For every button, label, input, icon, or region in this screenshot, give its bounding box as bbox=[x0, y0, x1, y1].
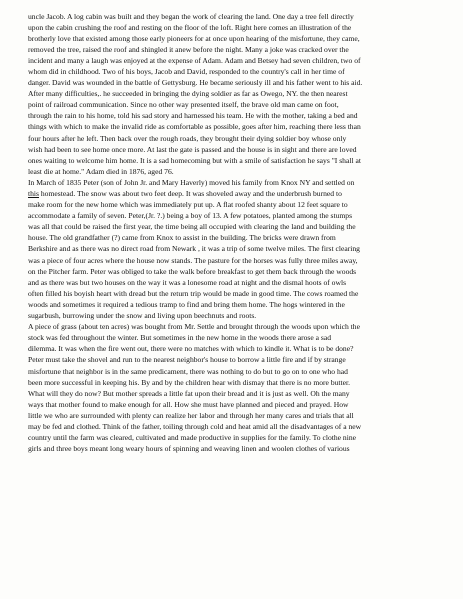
text-line: In March of 1835 Peter (son of John Jr. and Mary Haverly) moved his family from Knox NY and settled on bbox=[28, 178, 355, 188]
text-line: upon the cabin crushing the roof and resting on the floor of the loft. Right here comes an illustration of the bbox=[28, 23, 352, 33]
text-line: four hours after he left. Then back over the rough roads, they brought their dying soldier boy whose only bbox=[28, 133, 347, 143]
text-line: through the rain to his home, told his sad story and harnessed his team. He with the mother, taking a bed and bbox=[28, 111, 358, 121]
text-line: removed the tree, raised the roof and shingled it anew before the night. Many a joke was cracked over the bbox=[28, 45, 349, 55]
text-line: sugarbush, burrowing under the snow and living upon beechnuts and roots. bbox=[28, 310, 257, 320]
text-line: ones waiting to welcome him home. It is a sad homecoming but with a smile of satisfaction he says "I shall at bbox=[28, 155, 361, 165]
text-line: and as there was but two houses on the way it was a lonesome road at night and the dismal hoots of owls bbox=[28, 277, 347, 287]
text-line: uncle Jacob. A log cabin was built and they began the work of clearing the land. One day a tree fell directly bbox=[28, 12, 354, 21]
text-line: incident and many a laugh was enjoyed at the expense of Adam. Adam and Betsey had seven children, two of bbox=[28, 56, 361, 66]
text-line: Berkshire and as there was no direct road from Newark , it was a trip of some twelve miles. The first clearing bbox=[28, 244, 360, 254]
text-line: been more successful in keeping his. By and by the children hear with dismay that there is no more butter. bbox=[28, 377, 351, 387]
text-line: wish had been to see home once more. At last the gate is passed and the house is in sight and there are loved bbox=[28, 144, 357, 154]
text-line: stock was fed throughout the winter. But sometimes in the new home in the woods there arose a sad bbox=[28, 333, 332, 343]
text-line: A piece of grass (about ten acres) was bought from Mr. Settle and brought through the woods upon which the bbox=[28, 322, 360, 332]
text-line: brotherly love that existed among those early pioneers for at once upon hearing of the misfortune, they came, bbox=[28, 34, 360, 44]
text-line: ways that mother found to make enough for all. How she must have planned and pieced and prayed. How bbox=[28, 399, 349, 409]
text-line: least die at home." Adam died in 1876, aged 76. bbox=[28, 166, 174, 176]
text-line: dilemma. It was when the fire went out, there were no matches with which to kindle it. What is to be done? bbox=[28, 344, 354, 354]
text-line: house. The old grandfather (?) came from Knox to assist in the building. The bricks were drawn from bbox=[28, 233, 336, 243]
text-line: things with which to make the invalid ride as comfortable as possible, goes after him, reaching there less than bbox=[28, 122, 361, 132]
text-line: on the Pitcher farm. Peter was obliged to take the walk before breakfast to get them back through the woods bbox=[28, 266, 357, 276]
paragraph-3 bbox=[28, 321, 448, 454]
text-line: often filled his boyish heart with dread but the return trip would be made in good time. The cows roamed the bbox=[28, 288, 359, 298]
text-line: little we who are surrounded with plenty can realize her labor and through her many cares and trials that all bbox=[28, 410, 354, 420]
text-line: country until the farm was cleared, cultivated and made productive in supplies for the family. To clothe nine bbox=[28, 432, 357, 442]
text-line: this homestead. The snow was about two feet deep. It was shoveled away and the underbrush burned to bbox=[28, 189, 342, 199]
text-line: After many difficulties,. he succeeded in bringing the dying soldier as far as Owego, NY. the then nearest bbox=[28, 89, 348, 99]
text-line: make room for the new home which was immediately put up. A flat roofed shanty about 12 feet square to bbox=[28, 200, 348, 210]
text-line: was a piece of four acres where the house now stands. The pasture for the horses was fully three miles away, bbox=[28, 255, 358, 265]
text-line: was all that could be raised the first year, the time being all occupied with clearing the land and building the bbox=[28, 222, 356, 232]
paragraph-1 bbox=[28, 11, 448, 177]
text-line: may be fed and clothed. Think of the father, toiling through cold and heat amid all the disadvantages of a new bbox=[28, 421, 362, 431]
text-line: whom did in childhood. Two of his boys, Jacob and David, responded to the country's call in her time of bbox=[28, 67, 345, 77]
text-line: woods and sometimes it required a tedious tramp to find and bring them home. The hogs wintered in the bbox=[28, 299, 345, 309]
text-line: misfortune that neighbor is in the same predicament, there was nothing to do but to go on to one who had bbox=[28, 366, 348, 376]
text-line: danger. David was wounded in the battle of Gettysburg. He became seriously ill and his father went to his aid. bbox=[28, 78, 363, 88]
text-line: What will they do now? But mother spreads a little fat upon their bread and it is just as well. Oh the many bbox=[28, 388, 350, 398]
text-line: accommodate a family of seven. Peter,(Jr. ?.) being a boy of 13. A few potatoes, planted among the stumps bbox=[28, 211, 353, 221]
paragraph-2 bbox=[28, 177, 448, 321]
document-page bbox=[28, 11, 448, 454]
text-line: girls and three boys meant long weary hours of spinning and weaving linen and woolen clothes of various bbox=[28, 443, 350, 453]
text-line: point of railroad communication. Since no other way presented itself, the brave old man came on foot, bbox=[28, 100, 339, 110]
text-line: Peter must take the shovel and run to the nearest neighbor's house to borrow a little fire and if by strange bbox=[28, 355, 346, 365]
